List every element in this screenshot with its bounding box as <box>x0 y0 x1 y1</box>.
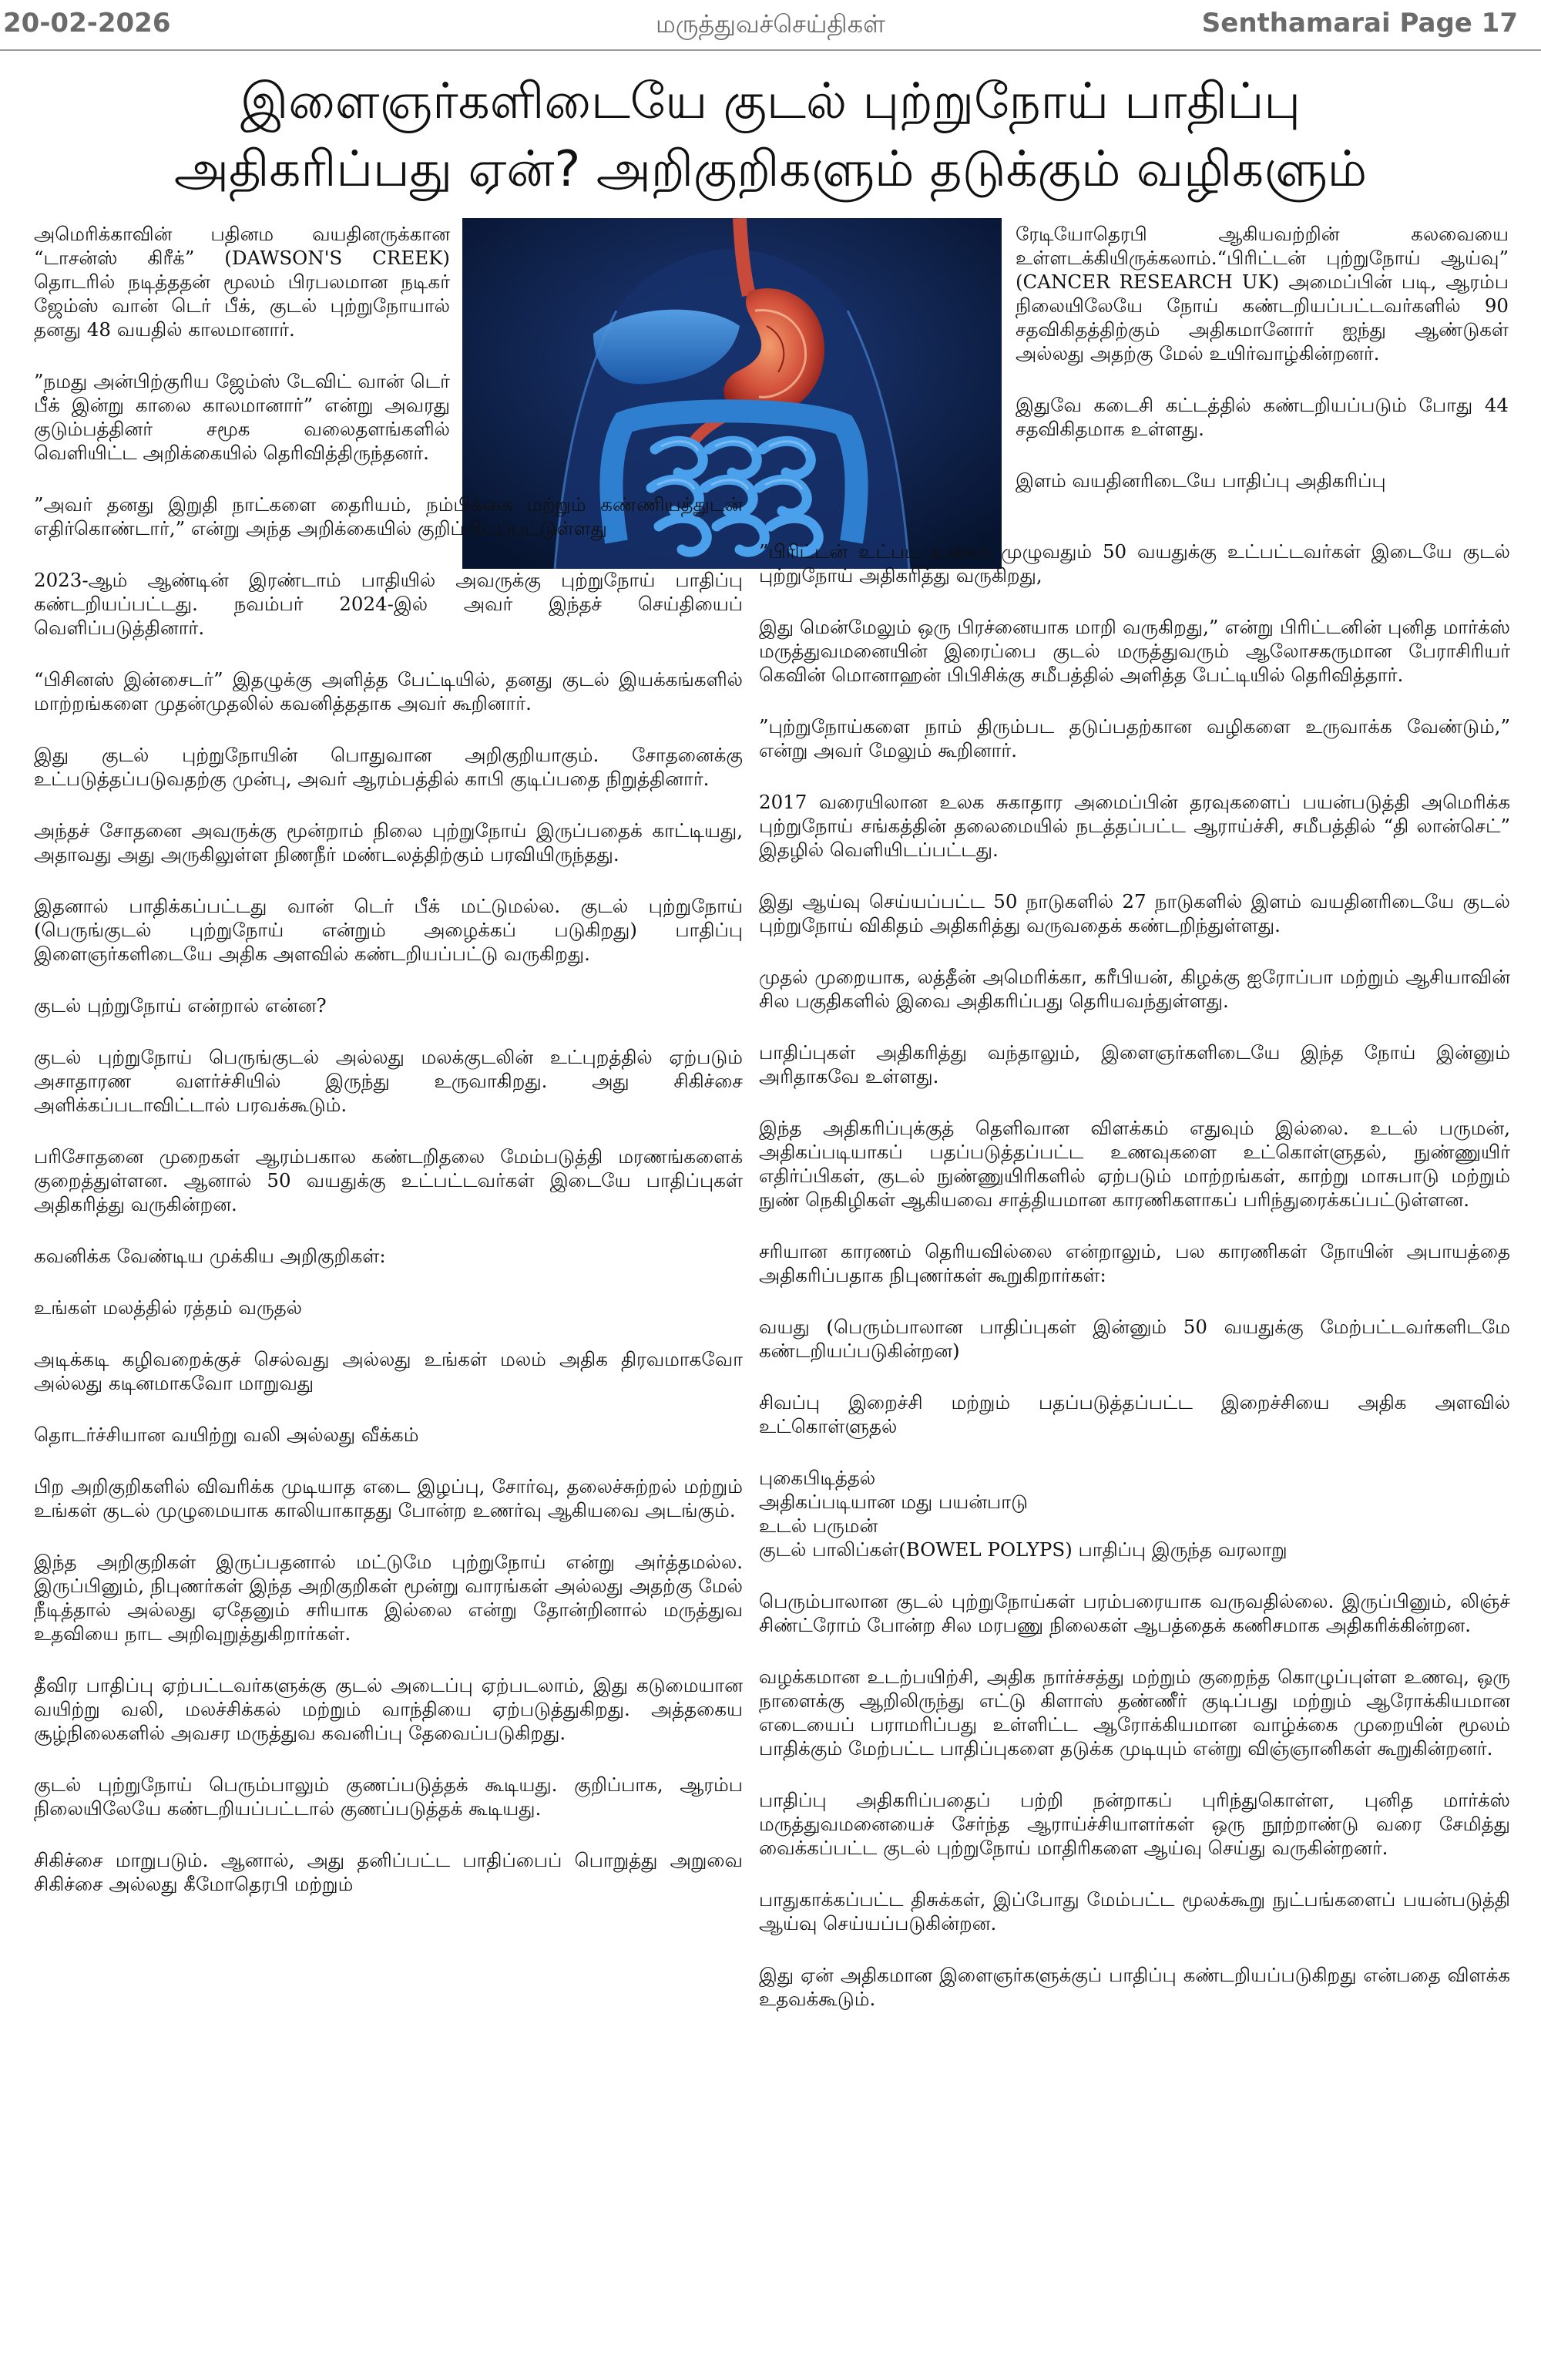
article-paragraph: இது ஆய்வு செய்யப்பட்ட 50 நாடுகளில் 27 நாடுகளில் இளம் வயதினரிடையே குடல் புற்றுநோய் விகிதம் அதிகரித்து வருவதைக் கண்டறிந்துள்ளது. <box>759 890 1510 936</box>
article-paragraph: 2023-ஆம் ஆண்டின் இரண்டாம் பாதியில் அவருக்கு புற்றுநோய் பாதிப்பு கண்டறியப்பட்டது. நவம்பர் 2024-இல் அவர் இந்தச் செய்தியைப் வெளிப்படுத்தினார். <box>34 569 743 639</box>
article-paragraph: பரிசோதனை முறைகள் ஆரம்பகால கண்டறிதலை மேம்படுத்தி மரணங்களைக் குறைத்துள்ளன. ஆனால் 50 வயதுக்கு உட்பட்டவர்கள் இடையே பாதிப்புகள் அதிகரித்து வருகின்றன. <box>34 1145 743 1215</box>
subheading: குடல் புற்றுநோய் என்றால் என்ன? <box>34 994 327 1017</box>
article-paragraph: 2017 வரையிலான உலக சுகாதார அமைப்பின் தரவுகளைப் பயன்படுத்தி அமெரிக்க புற்றுநோய் சங்கத்தின் தலைமையில் நடத்தப்பட்ட ஆராய்ச்சி, சமீபத்தில் “தி லான்செட்” இதழில் வெளியிடப்பட்டது. <box>759 791 1510 861</box>
article-column-right-top <box>1016 222 1509 492</box>
article-paragraph: சரியான காரணம் தெரியவில்லை என்றாலும், பல காரணிகள் நோயின் அபாயத்தை அதிகரிப்பதாக நிபுணர்கள் கூறுகிறார்கள்: <box>759 1240 1510 1286</box>
article-paragraph: வழக்கமான உடற்பயிற்சி, அதிக நார்ச்சத்து மற்றும் குறைந்த கொழுப்புள்ள உணவு, ஒரு நாளைக்கு ஆறிலிருந்து எட்டு கிளாஸ் தண்ணீர் குடிப்பது மற்றும் ஆரோக்கியமான எடையைப் பராமரிப்பது உள்ளிட்ட ஆரோக்கியமான வாழ்க்கை முறையின் மூலம் பாதிக்கும் மேற்பட்ட பாதிப்புகளை தடுக்க முடியும் என்று விஞ்ஞானிகள் கூறுகின்றனர். <box>759 1666 1510 1760</box>
article-paragraph: சிகிச்சை மாறுபடும். ஆனால், அது தனிப்பட்ட பாதிப்பைப் பொறுத்து அறுவை சிகிச்சை அல்லது கீமோதெரபி மற்றும் <box>34 1849 743 1895</box>
article-paragraph: பாதுகாக்கப்பட்ட திசுக்கள், இப்போது மேம்பட்ட மூலக்கூறு நுட்பங்களைப் பயன்படுத்தி ஆய்வு செய்யப்படுகின்றன. <box>759 1888 1510 1935</box>
risk-factor-item: அதிகப்படியான மது பயன்பாடு <box>759 1491 1028 1513</box>
article-paragraph: பிற அறிகுறிகளில் விவரிக்க முடியாத எடை இழப்பு, சோர்வு, தலைச்சுற்றல் மற்றும் உங்கள் குடல் முழுமையாக காலியாகாதது போன்ற உணர்வு ஆகியவை அடங்கும். <box>34 1475 743 1521</box>
article-paragraph: இதுவே கடைசி கட்டத்தில் கண்டறியப்படும் போது 44 சதவிகிதமாக உள்ளது. <box>1016 394 1509 440</box>
article-paragraph: இது குடல் புற்றுநோயின் பொதுவான அறிகுறியாகும். சோதனைக்கு உட்படுத்தப்படுவதற்கு முன்பு, அவர் ஆரம்பத்தில் காபி குடிப்பதை நிறுத்தினார். <box>34 744 743 790</box>
subheading: இளம் வயதினரிடையே பாதிப்பு அதிகரிப்பு <box>1016 469 1386 492</box>
article-paragraph: குடல் புற்றுநோய் பெருங்குடல் அல்லது மலக்குடலின் உட்புறத்தில் ஏற்படும் அசாதாரண வளர்ச்சியில் இருந்து உருவாகிறது. அது சிகிச்சை அளிக்கப்படாவிட்டால் பரவக்கூடும். <box>34 1046 743 1116</box>
article-paragraph: ”நமது அன்பிற்குரிய ஜேம்ஸ் டேவிட் வான் டெர் பீக் இன்று காலை காலமானார்” என்று அவரது குடும்பத்தினர் சமூக வலைதளங்களில் வெளியிட்ட அறிக்கையில் தெரிவித்திருந்தனர். <box>34 370 450 464</box>
article-paragraph: ”பிரிட்டன் உட்பட உலகம் முழுவதும் 50 வயதுக்கு உட்பட்டவர்கள் இடையே குடல் புற்றுநோய் அதிகரித்து வருகிறது, <box>759 540 1510 587</box>
article-paragraph: இது ஏன் அதிகமான இளைஞர்களுக்குப் பாதிப்பு கண்டறியப்படுகிறது என்பதை விளக்க உதவக்கூடும். <box>759 1964 1510 2010</box>
symptom-item: தொடர்ச்சியான வயிற்று வலி அல்லது வீக்கம் <box>34 1424 419 1446</box>
section-title: மருத்துவச்செய்திகள் <box>656 9 885 39</box>
article-paragraph: அந்தச் சோதனை அவருக்கு மூன்றாம் நிலை புற்றுநோய் இருப்பதைக் காட்டியது, அதாவது அது அருகிலுள்ள நிணநீர் மண்டலத்திற்கும் பரவியிருந்தது. <box>34 819 743 866</box>
article-paragraph: முதல் முறையாக, லத்தீன் அமெரிக்கா, கரீபியன், கிழக்கு ஐரோப்பா மற்றும் ஆசியாவின் சில பகுதிகளில் இவை அதிகரிப்பது தெரியவந்துள்ளது. <box>759 966 1510 1012</box>
article-paragraph: இந்த அறிகுறிகள் இருப்பதனால் மட்டுமே புற்றுநோய் என்று அர்த்தமல்ல. இருப்பினும், நிபுணர்கள் இந்த அறிகுறிகள் மூன்று வாரங்கள் அல்லது அதற்கு மேல் நீடித்தால் அல்லது ஏதேனும் சரியாக இல்லை என்று தோன்றினால் மருத்துவ உதவியை நாட அறிவுறுத்துகிறார்கள். <box>34 1551 743 1645</box>
paper-page-label: Senthamarai Page 17 <box>1201 8 1518 39</box>
issue-date: 20-02-2026 <box>3 8 171 39</box>
article-paragraph: தீவிர பாதிப்பு ஏற்பட்டவர்களுக்கு குடல் அடைப்பு ஏற்படலாம், இது கடுமையான வயிற்று வலி, மலச்சிக்கல் மற்றும் வாந்தியை ஏற்படுத்துகிறது. அத்தகைய சூழ்நிலைகளில் அவசர மருத்துவ கவனிப்பு தேவைப்படுகிறது. <box>34 1674 743 1744</box>
article-paragraph: இதனால் பாதிக்கப்பட்டது வான் டெர் பீக் மட்டுமல்ல. குடல் புற்றுநோய் (பெருங்குடல் புற்றுநோய் என்றும் அழைக்கப் படுகிறது) பாதிப்பு இளைஞர்களிடையே அதிக அளவில் கண்டறியப்பட்டு வருகிறது. <box>34 895 743 965</box>
article-paragraph: அமெரிக்காவின் பதினம வயதினருக்கான “டாசன்ஸ் கிரீக்” (DAWSON'S CREEK) தொடரில் நடித்ததன் மூலம் பிரபலமான நடிகர் ஜேம்ஸ் வான் டெர் பீக், குடல் புற்றுநோயால் தனது 48 வயதில் காலமானார். <box>34 223 450 341</box>
article-paragraph: இந்த அதிகரிப்புக்குத் தெளிவான விளக்கம் எதுவும் இல்லை. உடல் பருமன், அதிகப்படியாகப் பதப்படுத்தப்பட்ட உணவுகளை உட்கொள்ளுதல், நுண்ணுயிர் எதிர்ப்பிகள், குடல் நுண்ணுயிரிகளில் ஏற்படும் மாற்றங்கள், காற்று மாசுபாடு மற்றும் நுண் நெகிழிகள் ஆகியவை சாத்தியமான காரணிகளாகப் பரிந்துரைக்கப்பட்டுள்ளன. <box>759 1117 1510 1211</box>
article-paragraph: இது மென்மேலும் ஒரு பிரச்னையாக மாறி வருகிறது,” என்று பிரிட்டனின் புனித மார்க்ஸ் மருத்துவமனையின் இரைப்பை குடல் மருத்துவரும் ஆலோசகருமான பேராசிரியர் கெவின் மொனாஹன் பிபிசிக்கு சமீபத்தில் அளித்த பேட்டியில் தெரிவித்தார். <box>759 616 1510 686</box>
risk-factor-item: குடல் பாலிப்கள்(BOWEL POLYPS) பாதிப்பு இருந்த வரலாறு <box>759 1538 1288 1561</box>
header-divider <box>0 49 1541 51</box>
subheading: கவனிக்க வேண்டிய முக்கிய அறிகுறிகள்: <box>34 1245 386 1267</box>
article-paragraph: பாதிப்புகள் அதிகரித்து வந்தாலும், இளைஞர்களிடையே இந்த நோய் இன்னும் அரிதாகவே உள்ளது. <box>759 1041 1510 1087</box>
symptom-item: அடிக்கடி கழிவறைக்குச் செல்வது அல்லது உங்கள் மலம் அதிக திரவமாகவோ அல்லது கடினமாகவோ மாறுவது <box>34 1348 743 1394</box>
risk-factor-item: சிவப்பு இறைச்சி மற்றும் பதப்படுத்தப்பட்ட இறைச்சியை அதிக அளவில் உட்கொள்ளுதல் <box>759 1391 1510 1437</box>
headline-line-2: அதிகரிப்பது ஏன்? அறிகுறிகளும் தடுக்கும் வழிகளும் <box>173 141 1368 198</box>
article-column-left <box>34 222 743 1924</box>
article-column-right <box>759 540 1510 2039</box>
article-paragraph: ”அவர் தனது இறுதி நாட்களை தைரியம், நம்பிக்கை மற்றும் கண்ணியத்துடன் எதிர்கொண்டார்,” என்று அந்த அறிக்கையில் குறிப்பிடப்பட்டுள்ளது <box>34 493 743 540</box>
article-paragraph: ரேடியோதெரபி ஆகியவற்றின் கலவையை உள்ளடக்கியிருக்கலாம்.“பிரிட்டன் புற்றுநோய் ஆய்வு” (CANCER RESEARCH UK) அமைப்பின் படி, ஆரம்ப நிலையிலேயே நோய் கண்டறியப்பட்டவர்களில் 90 சதவிகிதத்திற்கும் அதிகமானோர் ஐந்து ஆண்டுகள் அல்லது அதற்கு மேல் உயிர்வாழ்கின்றனர். <box>1016 223 1509 365</box>
article-paragraph: பெரும்பாலான குடல் புற்றுநோய்கள் பரம்பரையாக வருவதில்லை. இருப்பினும், லிஞ்ச் சிண்ட்ரோம் போன்ற சில மரபணு நிலைகள் ஆபத்தைக் கணிசமாக அதிகரிக்கின்றன. <box>759 1590 1510 1636</box>
risk-factor-item: வயது (பெரும்பாலான பாதிப்புகள் இன்னும் 50 வயதுக்கு மேற்பட்டவர்களிடமே கண்டறியப்படுகின்றன) <box>759 1316 1510 1362</box>
article-paragraph: பாதிப்பு அதிகரிப்பதைப் பற்றி நன்றாகப் புரிந்துகொள்ள, புனித மார்க்ஸ் மருத்துவமனையைச் சேர்ந்த ஆராய்ச்சியாளர்கள் ஒரு நூற்றாண்டு வரை சேமித்து வைக்கப்பட்ட குடல் புற்றுநோய் மாதிரிகளை ஆய்வு செய்து வருகின்றனர். <box>759 1789 1510 1859</box>
article-paragraph: குடல் புற்றுநோய் பெரும்பாலும் குணப்படுத்தக் கூடியது. குறிப்பாக, ஆரம்ப நிலையிலேயே கண்டறியப்பட்டால் குணப்படுத்தக் கூடியது. <box>34 1773 743 1820</box>
risk-factor-item: புகைபிடித்தல் <box>759 1467 876 1489</box>
article-paragraph: ”புற்றுநோய்களை நாம் திரும்பட தடுப்பதற்கான வழிகளை உருவாக்க வேண்டும்,” என்று அவர் மேலும் கூறினார். <box>759 715 1510 761</box>
symptom-item: உங்கள் மலத்தில் ரத்தம் வருதல் <box>34 1296 302 1319</box>
headline-line-1: இளைஞர்களிடையே குடல் புற்றுநோய் பாதிப்பு <box>240 73 1301 130</box>
article-paragraph: “பிசினஸ் இன்சைடர்” இதழுக்கு அளித்த பேட்டியில், தனது குடல் இயக்கங்களில் மாற்றங்களை முதன்முதலில் கவனித்ததாக அவர் கூறினார். <box>34 668 743 714</box>
risk-factor-item: உடல் பருமன் <box>759 1514 878 1537</box>
article-headline <box>0 68 1541 203</box>
